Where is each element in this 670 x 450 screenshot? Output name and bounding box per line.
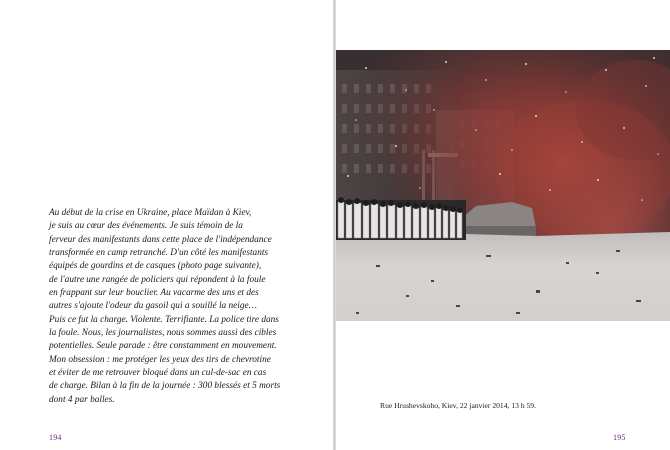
text-line: dont 4 par balles. (49, 394, 115, 405)
riot-photograph (336, 50, 670, 321)
text-line: la foule. Nous, les journalistes, nous sommes aussi des cibles (49, 328, 277, 339)
text-line: potentielles. Seule parade : être constamment en mouvement. (49, 341, 277, 352)
text-line: Puis ce fut la charge. Violente. Terrifiante. La police tire dans (49, 314, 279, 325)
text-line: transformée en camp retranché. D'un côté les manifestants (49, 248, 269, 259)
text-line: de l'autre une rangée de policiers qui répondent à la foule (49, 274, 266, 285)
text-line: je suis au cœur des événements. Je suis témoin de la (49, 221, 243, 232)
text-line: Mon obsession : me protéger les yeux des tirs de chevrotine (49, 354, 271, 365)
text-line: et éviter de me retrouver bloqué dans un cul-de-sac en cas (49, 368, 267, 379)
photograph-illustration (336, 50, 670, 321)
text-line: ferveur des manifestants dans cette place de l'indépendance (49, 234, 272, 245)
text-line: équipés de gourdins et de casques (photo page suivante), (49, 261, 262, 272)
text-line: de charge. Bilan à la fin de la journée : 300 blessés et 5 morts (49, 381, 281, 392)
page-number-right: 195 (613, 433, 626, 442)
text-line: Au début de la crise en Ukraine, place Maïdan à Kiev, (49, 208, 252, 218)
body-paragraph (49, 207, 311, 407)
page-number-left: 194 (49, 433, 62, 442)
photo-caption: Rue Hrushevskoho, Kiev, 22 janvier 2014, 13 h 59. (380, 401, 537, 410)
text-line: autres s'ajoute l'odeur du gasoil qui a souillé la neige… (49, 301, 257, 312)
right-page (336, 0, 670, 450)
left-page (0, 0, 333, 450)
text-line: en frappant sur leur bouclier. Au vacarme des uns et des (49, 288, 259, 299)
